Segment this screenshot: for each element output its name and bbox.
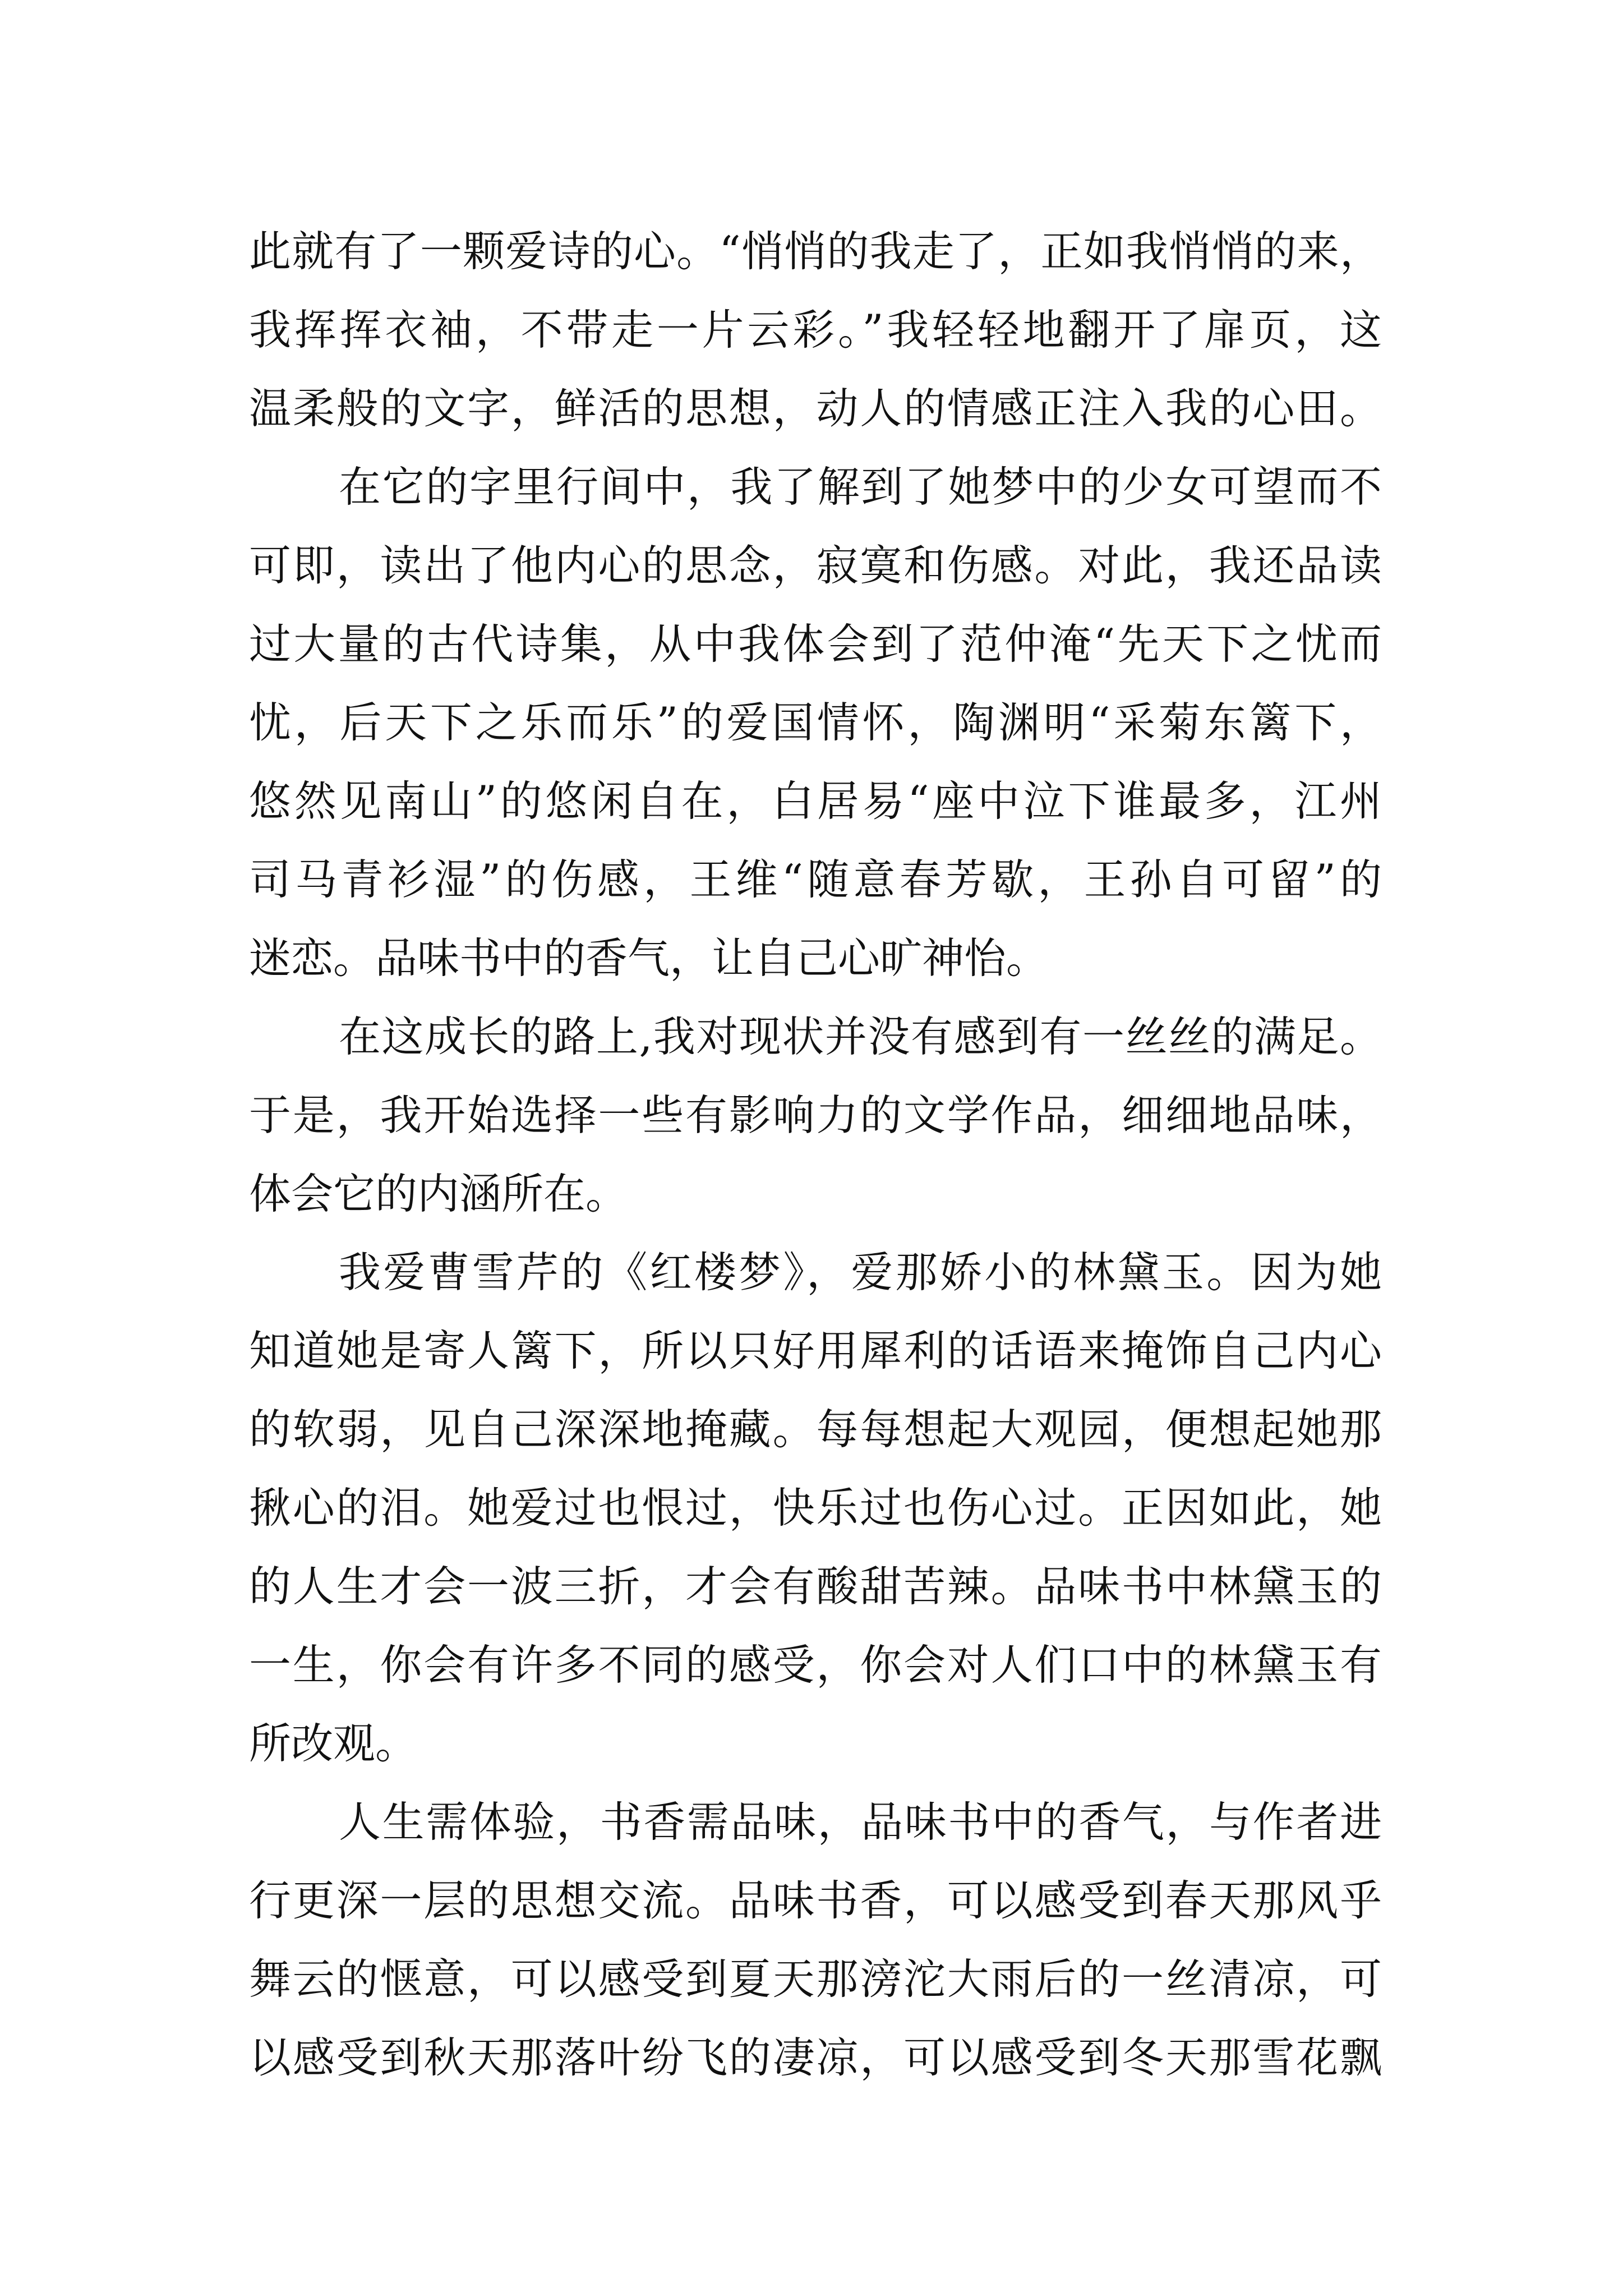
text-line: 过大量的古代诗集，从中我体会到了范仲淹“先天下之忧而 xyxy=(249,619,1382,669)
text-line: 可即，读出了他内心的思念，寂寞和伤感。对此，我还品读 xyxy=(249,541,1382,590)
paragraph xyxy=(249,448,1382,997)
text-line: 我挥挥衣袖，不带走一片云彩。”我轻轻地翻开了扉页，这 xyxy=(249,305,1382,355)
text-line: 知道她是寄人篱下，所以只好用犀利的话语来掩饰自己内心 xyxy=(249,1326,1382,1375)
paragraph xyxy=(249,1783,1382,2097)
text-line: 的人生才会一波三折，才会有酸甜苦辣。品味书中林黛玉的 xyxy=(249,1562,1382,1611)
text-line: 以感受到秋天那落叶纷飞的凄凉，可以感受到冬天那雪花飘 xyxy=(249,2033,1382,2082)
text-line: 此就有了一颗爱诗的心。“悄悄的我走了，正如我悄悄的来， xyxy=(249,227,1382,276)
text-line: 体会它的内涵所在。 xyxy=(249,1169,628,1218)
paragraph xyxy=(249,1233,1382,1783)
text-line: 揪心的泪。她爱过也恨过，快乐过也伤心过。正因如此，她 xyxy=(249,1483,1382,1533)
text-line: 舞云的惬意，可以感受到夏天那滂沱大雨后的一丝清凉，可 xyxy=(249,1954,1382,2004)
text-line: 一生，你会有许多不同的感受，你会对人们口中的林黛玉有 xyxy=(249,1640,1382,1690)
text-line: 悠然见南山”的悠闲自在，白居易“座中泣下谁最多，江州 xyxy=(249,776,1382,826)
paragraph xyxy=(249,212,1382,448)
text-line: 忧，后天下之乐而乐”的爱国情怀，陶渊明“采菊东篱下， xyxy=(249,698,1382,747)
text-line: 司马青衫湿”的伤感，王维“随意春芳歇，王孙自可留”的 xyxy=(249,855,1382,904)
text-line: 温柔般的文字，鲜活的思想，动人的情感正注入我的心田。 xyxy=(249,384,1382,433)
text-line: 所改观。 xyxy=(249,1719,418,1768)
text-line: 行更深一层的思想交流。品味书香，可以感受到春天那风乎 xyxy=(249,1876,1382,1925)
text-line: 我爱曹雪芹的《红楼梦》，爱那娇小的林黛玉。因为她 xyxy=(339,1248,1382,1297)
text-line: 在这成长的路上,我对现状并没有感到有一丝丝的满足。 xyxy=(339,1012,1382,1061)
text-line: 迷恋。品味书中的香气，让自己心旷神怡。 xyxy=(249,933,1049,983)
text-line: 于是，我开始选择一些有影响力的文学作品，细细地品味， xyxy=(249,1091,1382,1140)
text-line: 的软弱，见自己深深地掩藏。每每想起大观园，便想起她那 xyxy=(249,1405,1382,1454)
text-line: 在它的字里行间中，我了解到了她梦中的少女可望而不 xyxy=(339,462,1382,512)
text-line: 人生需体验，书香需品味，品味书中的香气，与作者进 xyxy=(339,1797,1382,1847)
body-text xyxy=(249,212,1382,2097)
paragraph xyxy=(249,997,1382,1233)
